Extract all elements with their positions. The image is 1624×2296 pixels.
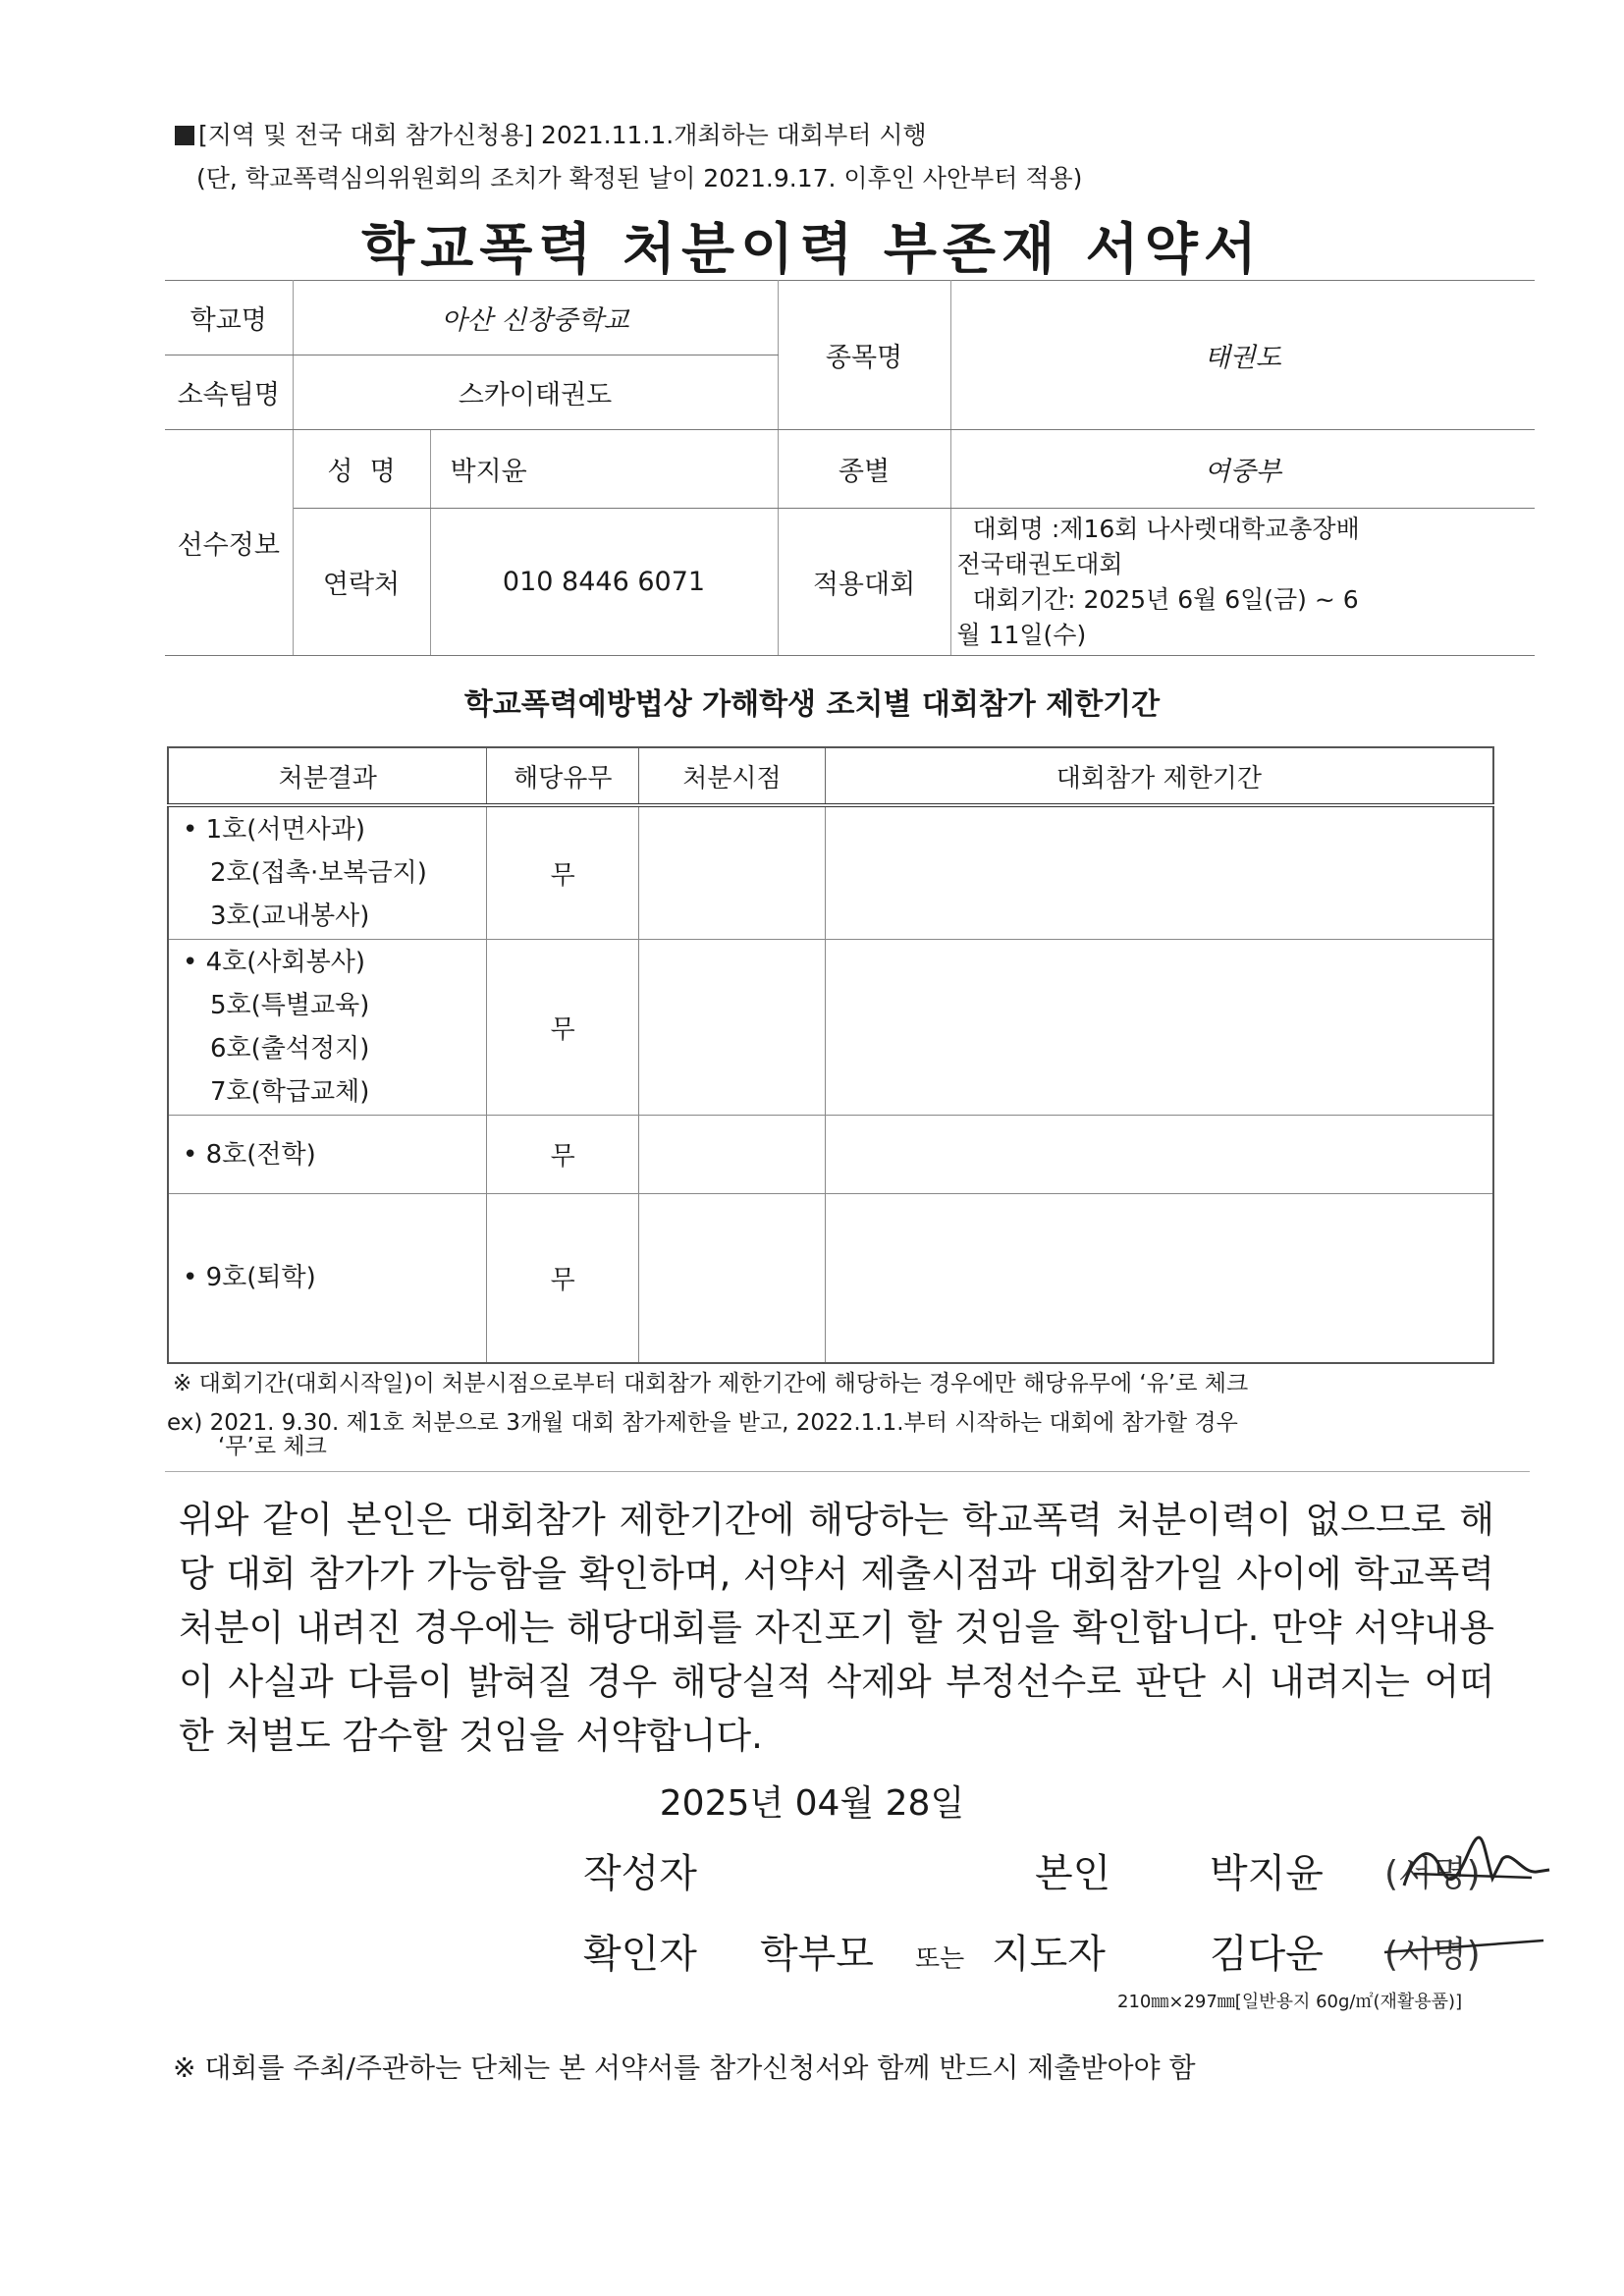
result-item: • 9호(퇴학): [183, 1263, 316, 1293]
result-cell: [168, 1116, 487, 1194]
result-item: 2호(접촉·보복금지): [210, 858, 427, 888]
author-label: 작성자: [583, 1851, 697, 1896]
note-2: ex) 2021. 9.30. 제1호 처분으로 3개월 대회 참가제한을 받고, 2022.1.1.부터 시작하는 대회에 참가할 경우: [167, 1410, 1238, 1436]
result-item: 6호(출석정지): [210, 1034, 370, 1064]
self-signature-stamp: (서명): [1384, 1854, 1481, 1894]
table-row: [168, 1116, 1493, 1194]
result-item: 7호(학급교체): [210, 1077, 370, 1107]
school-label: 학교명: [165, 281, 293, 355]
contest-line-2: 전국태권도대회: [956, 549, 1123, 578]
name-label: 성 명: [293, 430, 430, 509]
applied-contest-label: 적용대회: [778, 509, 950, 656]
col-header-period: 대회참가 제한기간: [825, 747, 1493, 805]
school-value: 아산 신창중학교: [293, 281, 778, 355]
note-1: ※ 대회기간(대회시작일)이 처분시점으로부터 대회참가 제한기간에 해당하는 경우에만 해당유무에 ‘유’로 체크: [173, 1371, 1249, 1396]
document-title: 학교폭력 처분이력 부존재 서약서: [361, 218, 1263, 282]
period-cell: [825, 1116, 1493, 1194]
contest-info: [950, 509, 1535, 656]
coach-signature-stamp: (서명): [1384, 1935, 1481, 1975]
period-cell: [825, 940, 1493, 1116]
date-cell: [639, 940, 826, 1116]
contest-line-1: 대회명 :제16회 나사렛대학교총장배: [972, 514, 1360, 543]
period-cell: [825, 805, 1493, 940]
col-header-result: 처분결과: [168, 747, 487, 805]
result-cell: [168, 940, 487, 1116]
applicable-cell: 무: [487, 940, 639, 1116]
contact-label: 연락처: [293, 509, 430, 656]
date-cell: [639, 805, 826, 940]
divider: [165, 1471, 1530, 1472]
square-bullet-icon: [175, 126, 194, 145]
result-item: • 8호(전학): [183, 1139, 316, 1170]
result-item: • 1호(서면사과): [183, 815, 366, 845]
coach-signature-mark: [1375, 1923, 1551, 1972]
result-item: 3호(교내봉사): [210, 902, 370, 931]
event-label: 종목명: [778, 281, 950, 430]
self-label: 본인: [1035, 1851, 1111, 1896]
result-cell: [168, 805, 487, 940]
header-line-2: (단, 학교폭력심의위원회의 조치가 확정된 날이 2021.9.17. 이후인 사안부터 적용): [196, 164, 1083, 192]
name-value: 박지윤: [430, 430, 778, 509]
paper-spec: 210㎜×297㎜[일반용지 60g/㎡(재활용품)]: [1117, 1992, 1463, 2012]
result-cell: [168, 1194, 487, 1363]
or-label: 또는: [915, 1944, 965, 1974]
note-3: ‘무’로 체크: [218, 1434, 327, 1459]
team-value: 스카이태권도: [293, 355, 778, 430]
pledge-text: 위와 같이 본인은 대회참가 제한기간에 해당하는 학교폭력 처분이력이 없으므로 해당 대회 참가가 가능함을 확인하며, 서약서 제출시점과 대회참가일 사이에 학교폭력 처분이 내려진 경우에는 해당대회를 자진포기 할 것임을 확인합니다. 만약 서약내용이 사실과 다름이 밝혀질 경우 해당실적 삭제와 부정선수로 판단 시 내려지는 어떠한 처벌도 감수할 것임을 서약합니다.: [179, 1499, 1494, 1757]
pledge-date: 2025년 04월 28일: [659, 1783, 965, 1824]
parent-label: 학부모: [760, 1932, 874, 1977]
result-item: 5호(특별교육): [210, 991, 370, 1020]
team-label: 소속팀명: [165, 355, 293, 430]
athlete-info-table: [165, 280, 1535, 656]
header-line-1: [지역 및 전국 대회 참가신청용] 2021.11.1.개최하는 대회부터 시행: [175, 116, 927, 151]
restriction-subtitle: 학교폭력예방법상 가해학생 조치별 대회참가 제한기간: [463, 687, 1161, 722]
date-cell: [639, 1194, 826, 1363]
self-signature-mark: [1384, 1834, 1551, 1903]
confirmer-label: 확인자: [583, 1932, 697, 1977]
contest-line-4: 월 11일(수): [956, 620, 1087, 649]
table-row: [168, 1194, 1493, 1363]
gender-value: 여중부: [950, 430, 1535, 509]
footer-note: ※ 대회를 주최/주관하는 단체는 본 서약서를 참가신청서와 함께 반드시 제출받아야 함: [173, 2051, 1196, 2084]
col-header-applicable: 해당유무: [487, 747, 639, 805]
table-row: [168, 805, 1493, 940]
disciplinary-table: [167, 746, 1494, 1364]
contest-line-3: 대회기간: 2025년 6월 6일(금) ~ 6: [972, 584, 1359, 614]
applicable-cell: 무: [487, 1194, 639, 1363]
col-header-date: 처분시점: [639, 747, 826, 805]
coach-label: 지도자: [992, 1932, 1106, 1977]
period-cell: [825, 1194, 1493, 1363]
contact-value: 010 8446 6071: [430, 509, 778, 656]
gender-label: 종별: [778, 430, 950, 509]
result-item: • 4호(사회봉사): [183, 948, 366, 977]
table-row: [168, 940, 1493, 1116]
applicable-cell: 무: [487, 805, 639, 940]
self-name: 박지윤: [1210, 1851, 1324, 1896]
event-value: 태권도: [950, 281, 1535, 430]
date-cell: [639, 1116, 826, 1194]
coach-name: 김다운: [1210, 1932, 1324, 1977]
applicable-cell: 무: [487, 1116, 639, 1194]
athlete-label: 선수정보: [165, 430, 293, 656]
